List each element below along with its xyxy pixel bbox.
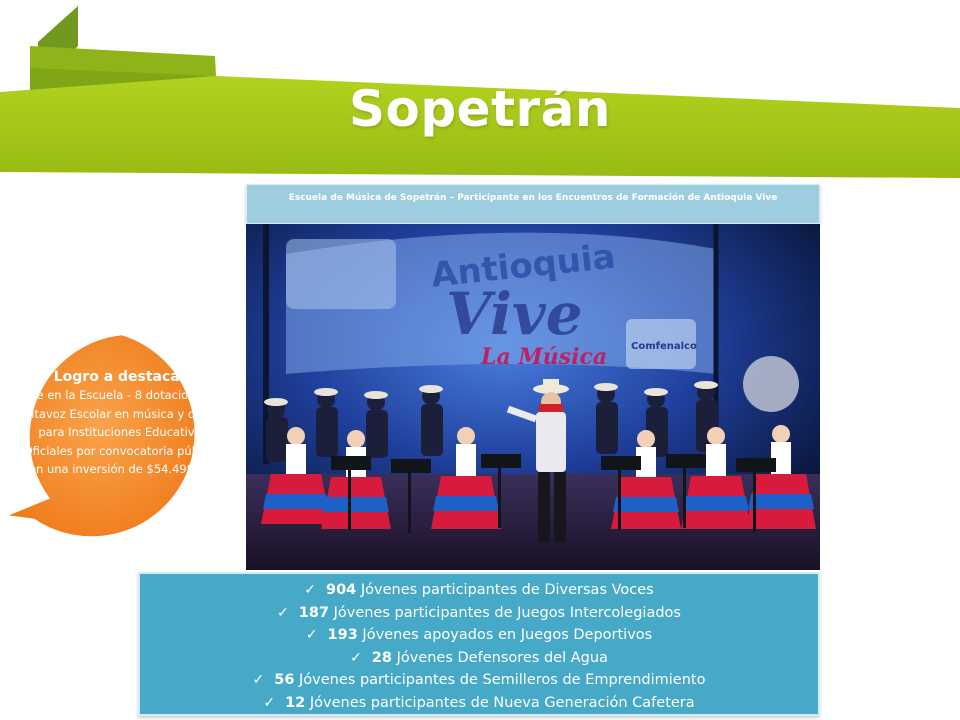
stat-text: Jóvenes participantes de Nueva Generación Cafetera [305,694,695,711]
photo-caption-box [246,184,820,224]
stat-item [140,624,818,647]
banner-text-top: Antioquia [429,236,618,296]
stat-item [140,579,818,602]
check-icon: ✓ [263,694,276,711]
check-icon: ✓ [252,672,265,688]
check-icon: ✓ [350,649,362,666]
stat-number: 904 [325,582,357,598]
page-title: Sopetrán [349,80,611,138]
callout-body: Arte en la Escuela - 8 dotaciones de Altavoz Escolar en música y danza para Instituciones Educativas Oficiales por convocatoria pública, con una inversión de $54.499.853. [19,388,227,476]
banner-text-main: Vive [446,280,583,348]
banner-text-sub: La Música [481,344,608,370]
stat-text: Jóvenes participantes de Semilleros de Emprendimiento [294,672,706,688]
achievement-callout [18,368,228,479]
stat-item [140,647,818,670]
stat-text: Jóvenes Defensores del Agua [391,649,608,666]
photo-caption: Escuela de Música de Sopetrán – Participante en los Encuentros de Formación de Antioquia Vive [288,193,778,203]
youth-stats-box [138,572,820,716]
stat-item [140,602,818,625]
check-icon: ✓ [304,582,316,598]
stat-number: 12 [285,694,306,711]
concert-photo [246,224,820,570]
stat-number: 187 [298,604,330,621]
stat-text: Jóvenes participantes de Juegos Intercolegiados [329,604,681,621]
concert-photo-image [246,224,820,570]
stat-number: 56 [274,672,295,688]
check-icon: ✓ [277,604,289,621]
check-icon: ✓ [305,627,318,643]
stat-number: 193 [327,627,358,643]
sponsor-text: Comfenalco [631,341,697,352]
stat-item [140,692,818,715]
callout-title: Logro a destacar: [53,369,193,385]
stat-item [140,669,818,692]
stat-text: Jóvenes apoyados en Juegos Deportivos [357,627,653,643]
stat-number: 28 [371,649,392,666]
stat-text: Jóvenes participantes de Diversas Voces [356,582,654,598]
